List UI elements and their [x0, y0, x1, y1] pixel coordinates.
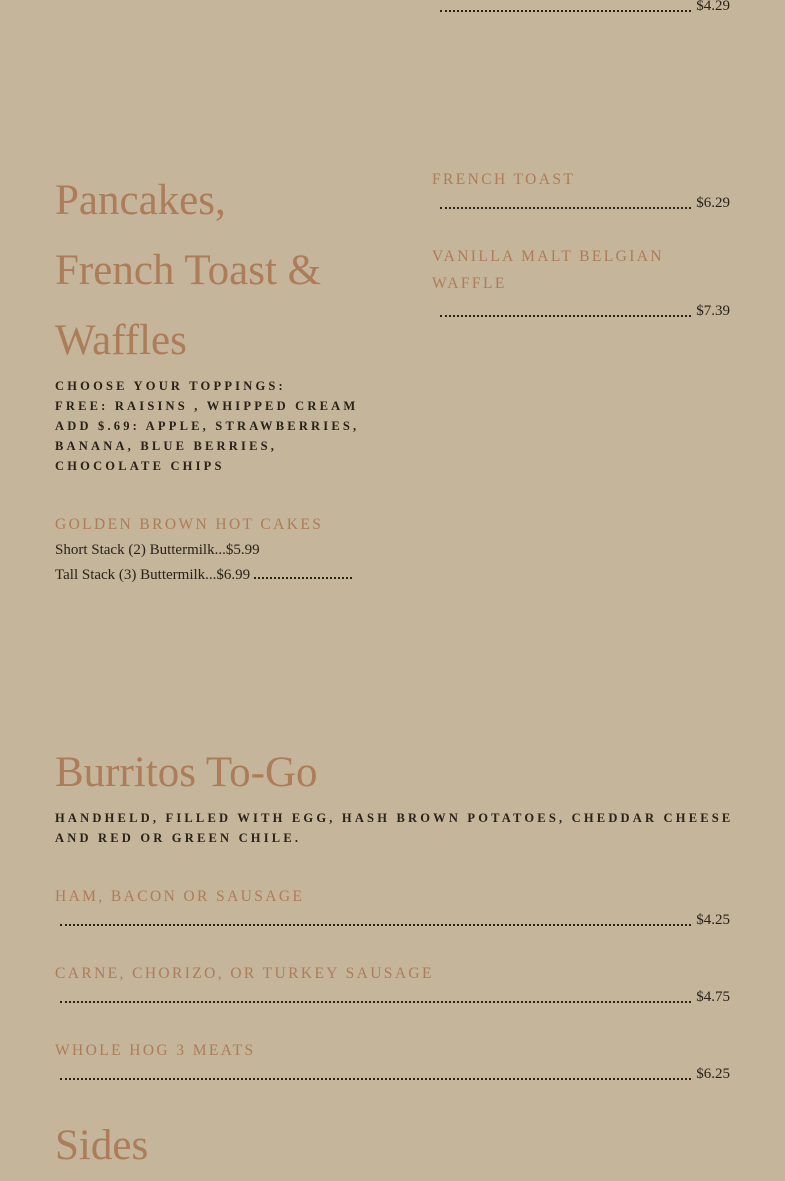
burritos-section-title: Burritos To-Go — [55, 749, 318, 796]
desc-line: ADD $.69: APPLE, STRAWBERRIES, — [55, 419, 360, 433]
price: $6.29 — [696, 195, 730, 211]
price-row — [440, 301, 730, 321]
desc-line: CHOCOLATE CHIPS — [55, 459, 225, 473]
price: $4.25 — [696, 912, 730, 928]
price-row — [60, 987, 730, 1007]
desc-line: FREE: RAISINS , WHIPPED CREAM — [55, 399, 359, 413]
item-line: Short Stack (2) Buttermilk...$5.99 — [55, 542, 260, 558]
desc-line: BANANA, BLUE BERRIES, — [55, 439, 278, 453]
item-name: VANILLA MALT BELGIAN — [432, 248, 664, 265]
price: $4.29 — [696, 0, 730, 14]
dot-leader — [60, 1078, 691, 1080]
pancakes-section-title — [55, 166, 321, 376]
item-name: CARNE, CHORIZO, OR TURKEY SAUSAGE — [55, 965, 434, 982]
dot-leader — [440, 10, 691, 12]
waffle-item — [432, 243, 730, 321]
item-name: GOLDEN BROWN HOT CAKES — [55, 516, 324, 533]
burritos-description — [55, 808, 755, 848]
item-name: WHOLE HOG 3 MEATS — [55, 1042, 256, 1059]
price: $4.75 — [696, 989, 730, 1005]
dot-leader — [254, 577, 352, 579]
dot-leader — [60, 924, 691, 926]
french-toast-item — [432, 166, 730, 213]
desc-line: CHOOSE YOUR TOPPINGS: — [55, 379, 286, 393]
item-name: FRENCH TOAST — [432, 171, 576, 188]
top-price-row — [440, 0, 730, 16]
burrito-item — [55, 883, 730, 930]
price-row — [60, 1064, 730, 1084]
burrito-item — [55, 960, 730, 1007]
section-title-line: Pancakes, — [55, 177, 226, 224]
dot-leader — [440, 315, 691, 317]
desc-line: AND RED OR GREEN CHILE. — [55, 831, 302, 845]
item-name: WAFFLE — [432, 275, 507, 292]
dot-leader — [60, 1001, 691, 1003]
dot-leader — [440, 207, 691, 209]
section-title-line: French Toast & — [55, 247, 322, 294]
item-line-text: Tall Stack (3) Buttermilk...$6.99 — [55, 567, 251, 583]
price-row — [440, 193, 730, 213]
price: $6.25 — [696, 1066, 730, 1082]
section-title-line: Waffles — [55, 317, 187, 364]
toppings-description — [55, 376, 359, 476]
sides-section-title: Sides — [55, 1122, 149, 1169]
hotcakes-item — [55, 511, 355, 588]
price: $7.39 — [696, 303, 730, 319]
item-line — [55, 563, 355, 588]
item-name: HAM, BACON OR SAUSAGE — [55, 888, 305, 905]
desc-line: HANDHELD, FILLED WITH EGG, HASH BROWN POTATOES, CHEDDAR CHEESE — [55, 811, 734, 825]
burrito-item — [55, 1037, 730, 1084]
price-row — [60, 910, 730, 930]
